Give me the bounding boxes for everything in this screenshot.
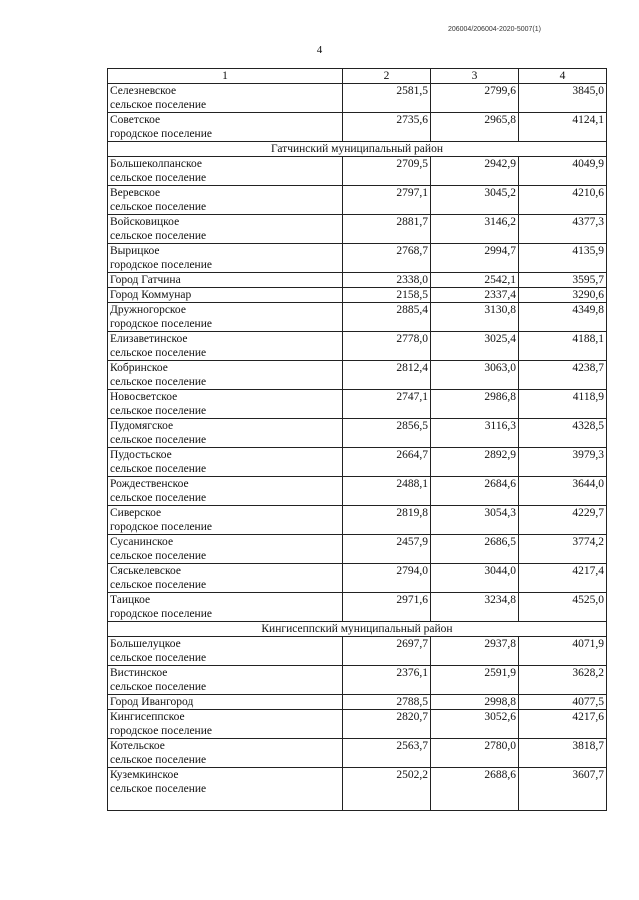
settlement-name: Елизаветинское xyxy=(110,333,188,345)
value-cell-col2: 2338,0 xyxy=(343,273,431,288)
settlement-name: Таицкое xyxy=(110,594,151,606)
value-cell-col3: 3130,8 xyxy=(431,303,519,332)
value-cell-col2: 2881,7 xyxy=(343,215,431,244)
value-cell-col3: 2998,8 xyxy=(431,695,519,710)
settlement-name-cell xyxy=(108,419,343,448)
value-cell-col3: 2337,4 xyxy=(431,288,519,303)
settlement-type: сельское поселение xyxy=(110,492,207,504)
table-row xyxy=(108,419,607,448)
table-row xyxy=(108,637,607,666)
table-row xyxy=(108,666,607,695)
district-section-row xyxy=(108,622,607,637)
value-cell-col4: 4124,1 xyxy=(519,113,607,142)
table-row xyxy=(108,186,607,215)
district-title: Кингисеппский муниципальный район xyxy=(108,622,607,637)
value-cell-col3: 3044,0 xyxy=(431,564,519,593)
table-row xyxy=(108,273,607,288)
value-cell-col3: 3045,2 xyxy=(431,186,519,215)
value-cell-col3: 3054,3 xyxy=(431,506,519,535)
table-row xyxy=(108,535,607,564)
settlement-name: Куземкинское xyxy=(110,769,179,781)
settlement-name: Сусанинское xyxy=(110,536,174,548)
settlement-type: сельское поселение xyxy=(110,405,207,417)
settlement-type: сельское поселение xyxy=(110,579,207,591)
value-cell-col4: 4349,8 xyxy=(519,303,607,332)
page-number: 4 xyxy=(316,44,323,56)
value-cell-col4: 3644,0 xyxy=(519,477,607,506)
settlement-name: Вистинское xyxy=(110,667,168,679)
value-cell-col3: 2686,5 xyxy=(431,535,519,564)
value-cell-col2: 2735,6 xyxy=(343,113,431,142)
value-cell-col4: 4135,9 xyxy=(519,244,607,273)
table-row xyxy=(108,84,607,113)
settlement-name-cell xyxy=(108,710,343,739)
settlement-type: сельское поселение xyxy=(110,754,207,766)
value-cell-col4: 4217,4 xyxy=(519,564,607,593)
settlement-name-cell xyxy=(108,448,343,477)
value-cell-col2: 2664,7 xyxy=(343,448,431,477)
table-row xyxy=(108,739,607,768)
value-cell-col3: 2542,1 xyxy=(431,273,519,288)
settlement-type: городское поселение xyxy=(110,725,212,737)
value-cell-col2: 2794,0 xyxy=(343,564,431,593)
settlement-name-cell xyxy=(108,215,343,244)
value-cell-col4: 4525,0 xyxy=(519,593,607,622)
table-row xyxy=(108,506,607,535)
table-row xyxy=(108,448,607,477)
settlement-type: сельское поселение xyxy=(110,681,207,693)
value-cell-col2: 2581,5 xyxy=(343,84,431,113)
settlement-name: Кингисеппское xyxy=(110,711,185,723)
value-cell-col4: 3595,7 xyxy=(519,273,607,288)
settlement-name-cell xyxy=(108,768,343,811)
settlement-name: Рождественское xyxy=(110,478,189,490)
value-cell-col3: 2591,9 xyxy=(431,666,519,695)
value-cell-col4: 4328,5 xyxy=(519,419,607,448)
table-row xyxy=(108,695,607,710)
settlement-name: Город Гатчина xyxy=(110,274,181,286)
settlement-type: сельское поселение xyxy=(110,201,207,213)
value-cell-col2: 2563,7 xyxy=(343,739,431,768)
settlement-name-cell xyxy=(108,390,343,419)
column-header: 1 xyxy=(108,69,343,84)
settlement-type: городское поселение xyxy=(110,608,212,620)
table-row xyxy=(108,477,607,506)
table-row xyxy=(108,390,607,419)
settlement-name: Сиверское xyxy=(110,507,162,519)
settlement-name-cell xyxy=(108,288,343,303)
column-header: 2 xyxy=(343,69,431,84)
value-cell-col2: 2457,9 xyxy=(343,535,431,564)
value-cell-col2: 2376,1 xyxy=(343,666,431,695)
value-cell-col3: 2942,9 xyxy=(431,157,519,186)
value-cell-col4: 4049,9 xyxy=(519,157,607,186)
table-row xyxy=(108,593,607,622)
settlement-name-cell xyxy=(108,361,343,390)
value-cell-col3: 2780,0 xyxy=(431,739,519,768)
settlement-type: сельское поселение xyxy=(110,99,207,111)
settlement-name-cell xyxy=(108,244,343,273)
value-cell-col4: 4377,3 xyxy=(519,215,607,244)
district-section-row xyxy=(108,142,607,157)
value-cell-col3: 2937,8 xyxy=(431,637,519,666)
value-cell-col3: 2684,6 xyxy=(431,477,519,506)
value-cell-col4: 3845,0 xyxy=(519,84,607,113)
settlement-name-cell xyxy=(108,535,343,564)
value-cell-col3: 2688,6 xyxy=(431,768,519,811)
column-header: 4 xyxy=(519,69,607,84)
settlement-name: Кобринское xyxy=(110,362,168,374)
value-cell-col2: 2820,7 xyxy=(343,710,431,739)
value-cell-col4: 3818,7 xyxy=(519,739,607,768)
settlement-name-cell xyxy=(108,332,343,361)
settlement-type: городское поселение xyxy=(110,521,212,533)
settlement-name-cell xyxy=(108,273,343,288)
value-cell-col2: 2488,1 xyxy=(343,477,431,506)
column-header: 3 xyxy=(431,69,519,84)
value-cell-col4: 4071,9 xyxy=(519,637,607,666)
settlement-type: городское поселение xyxy=(110,318,212,330)
settlement-name: Котельское xyxy=(110,740,165,752)
value-cell-col4: 4210,6 xyxy=(519,186,607,215)
settlement-type: сельское поселение xyxy=(110,652,207,664)
settlement-name: Веревское xyxy=(110,187,161,199)
settlement-name-cell xyxy=(108,593,343,622)
value-cell-col2: 2788,5 xyxy=(343,695,431,710)
settlement-name: Войсковицкое xyxy=(110,216,180,228)
value-cell-col4: 4238,7 xyxy=(519,361,607,390)
settlement-type: сельское поселение xyxy=(110,172,207,184)
settlement-name-cell xyxy=(108,477,343,506)
value-cell-col3: 2892,9 xyxy=(431,448,519,477)
value-cell-col2: 2971,6 xyxy=(343,593,431,622)
value-cell-col4: 3979,3 xyxy=(519,448,607,477)
value-cell-col2: 2709,5 xyxy=(343,157,431,186)
table-row xyxy=(108,288,607,303)
value-cell-col3: 2986,8 xyxy=(431,390,519,419)
value-cell-col2: 2778,0 xyxy=(343,332,431,361)
value-cell-col3: 3063,0 xyxy=(431,361,519,390)
settlement-name-cell xyxy=(108,695,343,710)
value-cell-col4: 3628,2 xyxy=(519,666,607,695)
value-cell-col4: 3290,6 xyxy=(519,288,607,303)
value-cell-col2: 2797,1 xyxy=(343,186,431,215)
settlement-type: сельское поселение xyxy=(110,550,207,562)
value-cell-col3: 3052,6 xyxy=(431,710,519,739)
settlement-name: Вырицкое xyxy=(110,245,160,257)
settlement-name-cell xyxy=(108,564,343,593)
value-cell-col2: 2502,2 xyxy=(343,768,431,811)
value-cell-col4: 4077,5 xyxy=(519,695,607,710)
settlement-name-cell xyxy=(108,506,343,535)
value-cell-col4: 3607,7 xyxy=(519,768,607,811)
settlement-type: сельское поселение xyxy=(110,463,207,475)
settlement-name-cell xyxy=(108,113,343,142)
settlement-name: Сяськелевское xyxy=(110,565,182,577)
district-title: Гатчинский муниципальный район xyxy=(108,142,607,157)
settlement-name: Город Ивангород xyxy=(110,696,194,708)
settlement-name-cell xyxy=(108,637,343,666)
value-cell-col4: 4229,7 xyxy=(519,506,607,535)
settlement-name-cell xyxy=(108,157,343,186)
value-cell-col2: 2747,1 xyxy=(343,390,431,419)
table-row xyxy=(108,564,607,593)
value-cell-col2: 2856,5 xyxy=(343,419,431,448)
settlement-type: городское поселение xyxy=(110,128,212,140)
table-row xyxy=(108,710,607,739)
settlement-name: Советское xyxy=(110,114,161,126)
value-cell-col3: 3146,2 xyxy=(431,215,519,244)
settlement-name-cell xyxy=(108,84,343,113)
settlement-name: Большеколпанское xyxy=(110,158,202,170)
value-cell-col2: 2158,5 xyxy=(343,288,431,303)
settlement-type: сельское поселение xyxy=(110,783,207,795)
table-row xyxy=(108,303,607,332)
table-row xyxy=(108,244,607,273)
value-cell-col4: 4118,9 xyxy=(519,390,607,419)
value-cell-col3: 2994,7 xyxy=(431,244,519,273)
settlement-name: Дружногорское xyxy=(110,304,186,316)
column-header-row xyxy=(108,69,607,84)
settlement-type: сельское поселение xyxy=(110,376,207,388)
settlement-name-cell xyxy=(108,186,343,215)
value-cell-col4: 3774,2 xyxy=(519,535,607,564)
value-cell-col2: 2812,4 xyxy=(343,361,431,390)
value-cell-col3: 3234,8 xyxy=(431,593,519,622)
settlement-name: Пудостьское xyxy=(110,449,172,461)
settlement-name: Большелуцкое xyxy=(110,638,181,650)
value-cell-col3: 3116,3 xyxy=(431,419,519,448)
value-cell-col3: 2799,6 xyxy=(431,84,519,113)
settlement-name-cell xyxy=(108,303,343,332)
settlement-name: Город Коммунар xyxy=(110,289,192,301)
table-row xyxy=(108,332,607,361)
settlement-name: Селезневское xyxy=(110,85,177,97)
settlement-name: Пудомягское xyxy=(110,420,174,432)
table-row xyxy=(108,215,607,244)
document-id: 206004/206004-2020-5007(1) xyxy=(447,26,541,33)
value-cell-col4: 4188,1 xyxy=(519,332,607,361)
settlement-type: сельское поселение xyxy=(110,230,207,242)
table-row xyxy=(108,361,607,390)
settlement-type: городское поселение xyxy=(110,259,212,271)
value-cell-col2: 2819,8 xyxy=(343,506,431,535)
settlement-type: сельское поселение xyxy=(110,434,207,446)
settlements-table xyxy=(107,68,607,811)
value-cell-col4: 4217,6 xyxy=(519,710,607,739)
table-row xyxy=(108,768,607,811)
table-row xyxy=(108,113,607,142)
settlement-type: сельское поселение xyxy=(110,347,207,359)
settlement-name-cell xyxy=(108,666,343,695)
value-cell-col3: 3025,4 xyxy=(431,332,519,361)
settlement-name-cell xyxy=(108,739,343,768)
settlement-name: Новосветское xyxy=(110,391,178,403)
value-cell-col2: 2885,4 xyxy=(343,303,431,332)
value-cell-col2: 2697,7 xyxy=(343,637,431,666)
value-cell-col3: 2965,8 xyxy=(431,113,519,142)
value-cell-col2: 2768,7 xyxy=(343,244,431,273)
table-row xyxy=(108,157,607,186)
